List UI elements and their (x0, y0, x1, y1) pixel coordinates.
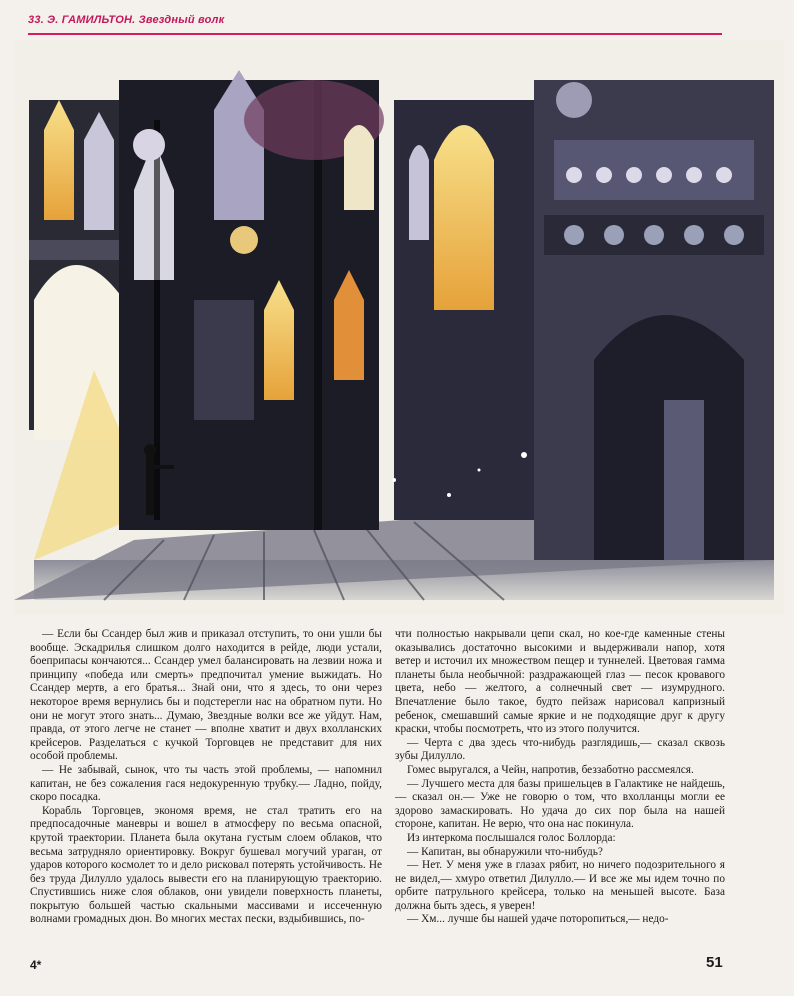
paragraph: — Лучшего места для базы пришельцев в Галактике не найдешь,— сказал он.— Уже не говорю о том, что вхолланцы могли ее здорово замаскировать. Но удача до сих пор была на нашей стороне, капитан. Не верю, что она нас покинула. (395, 777, 725, 831)
running-header: 33. Э. ГАМИЛЬТОН. Звездный волк (28, 14, 225, 26)
page-number: 51 (706, 954, 723, 971)
paragraph: — Капитан, вы обнаружили что-нибудь? (407, 845, 603, 858)
gothic-city-illustration (14, 40, 784, 615)
paragraph: Гомес выругался, а Чейн, напротив, беззаботно рассмеялся. (407, 763, 694, 776)
left-text-column (30, 628, 382, 927)
signature-mark: 4* (30, 958, 42, 972)
header-rule (28, 33, 722, 35)
right-text-column (395, 628, 725, 927)
paragraph: — Не забывай, сынок, что ты часть этой проблемы, — напомнил капитан, не без сожаления гася недокуренную трубку.— Ладно, пойду, скоро посадка. (30, 763, 382, 804)
paragraph: чти полностью накрывали цепи скал, но кое-где каменные стены оказывались достаточно высокими и выдерживали напор, хотя ветер и источил их множеством пещер и туннелей. Цветовая гамма планеты была необычной: раздражающей глаз — песок кровавого цвета, небо — желтого, а солнечный свет — изумрудного. Впечатление было такое, будто пейзаж нарисовал капризный ребенок, смешавший самые яркие и не подходящие друг к другу краски, чтобы посмотреть, что из этого получится. (395, 628, 725, 736)
paragraph: — Хм... лучше бы нашей удаче поторопиться,— недо- (407, 913, 669, 926)
paragraph: — Нет. У меня уже в глазах рябит, но ничего подозрительного я не видел,— хмуро ответил Дилулло.— И все же мы идем точно по орбите патрульного крейсера, только на меньшей высоте. База должна быть здесь, я уверен! (395, 859, 725, 912)
paragraph: — Черта с два здесь что-нибудь разглядишь,— сказал сквозь зубы Дилулло. (395, 736, 725, 763)
paragraph: Корабль Торговцев, экономя время, не стал тратить его на предпосадочные маневры и вошел в атмосферу по весьма опасной, крутой траектории. Планета была окутана густым слоем облаков, что весьма затрудняло ориентировку. Вокруг бушевал могучий ураган, от ударов которого космолет то и дело рисковал потерять устойчивость. Не без труда Дилулло удалось вывести его на планирующую траекторию. Спустившись ниже слоя облаков, они увидели поверхность планеты, покрытую большей частью скальными массивами и иссеченную волнами громадных дюн. Во многих местах пески, вздыбившись, по- (30, 804, 382, 926)
paragraph: — Если бы Ссандер был жив и приказал отступить, то они ушли бы вообще. Эскадрилья слишком долго находится в рейде, люди устали, боеприпасы кончаются... Ссандер умел балансировать на лезвии ножа и принципу «победа или смерть» предпочитал умение выжидать. Но Ссандер мертв, а его братья... Знай они, что я здесь, то они через некоторое время вернулись бы и подстерегли нас на обратном пути. Но они не могут этого знать... Думаю, Звездные волки все же уйдут. Нам, правда, от этого легче не станет — вполне хватит и двух вхолланских крейсеров. Разделаться с кучкой Торговцев не представит для них особой проблемы. (30, 628, 382, 763)
paragraph: Из интеркома послышался голос Боллорда: (407, 831, 616, 844)
